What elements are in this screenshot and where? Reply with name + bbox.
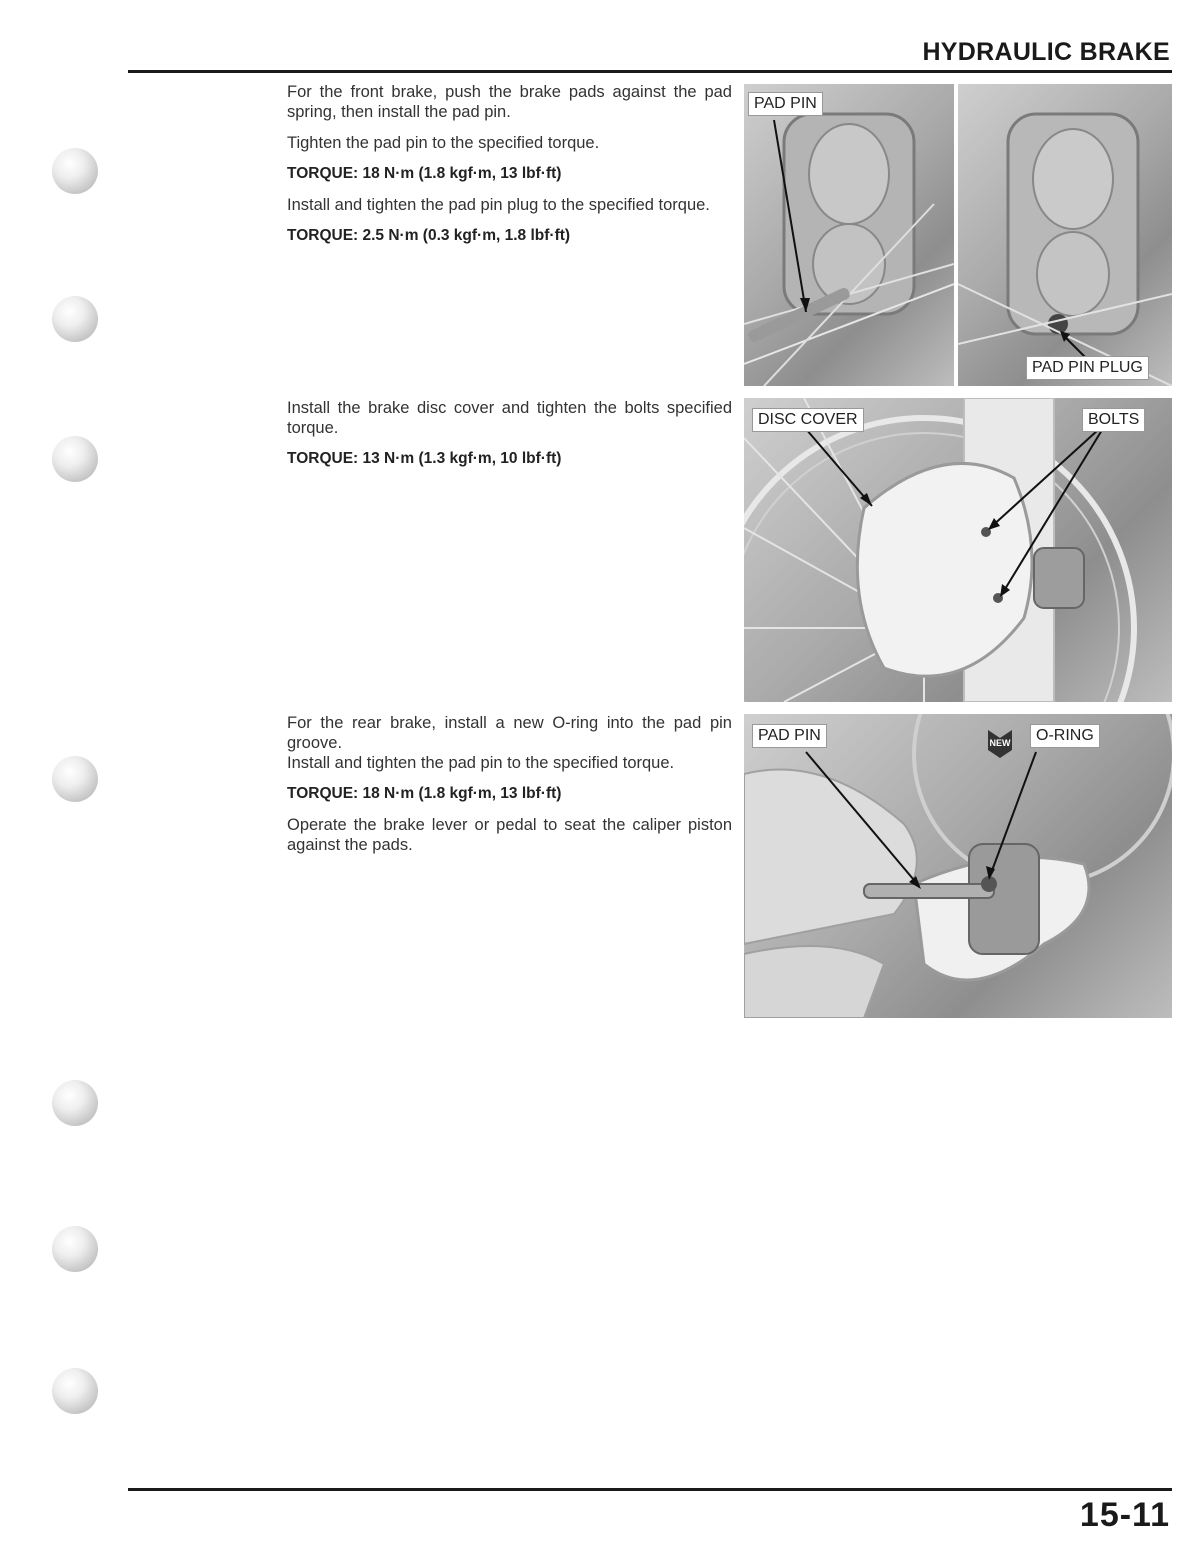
paragraph: Install and tighten the pad pin plug to the specified torque. — [287, 196, 710, 214]
section-disc-cover — [287, 398, 732, 480]
photo-front-caliper-pad-pin-plug — [958, 84, 1172, 386]
label-o-ring: O-RING — [1030, 724, 1100, 748]
torque-spec: TORQUE: 13 N·m (1.3 kgf·m, 10 lbf·ft) — [287, 450, 562, 467]
torque-spec: TORQUE: 18 N·m (1.8 kgf·m, 13 lbf·ft) — [287, 165, 562, 182]
page-number: 15-11 — [1079, 1496, 1170, 1534]
section-rear-brake — [287, 713, 732, 866]
caliper-illustration — [744, 84, 954, 386]
caliper-illustration — [958, 84, 1172, 386]
torque-spec: TORQUE: 18 N·m (1.8 kgf·m, 13 lbf·ft) — [287, 785, 562, 802]
punch-hole — [52, 296, 98, 342]
new-part-badge: NEW — [989, 738, 1011, 748]
paragraph: Install and tighten the pad pin to the specified torque. — [287, 754, 675, 772]
photo-front-caliper-pad-pin — [744, 84, 954, 386]
section-front-brake — [287, 82, 732, 257]
disc-cover-illustration — [744, 398, 1172, 702]
punch-hole — [52, 1368, 98, 1414]
photo-disc-cover — [744, 398, 1172, 702]
punch-hole — [52, 436, 98, 482]
footer-rule — [128, 1488, 1172, 1491]
torque-spec: TORQUE: 2.5 N·m (0.3 kgf·m, 1.8 lbf·ft) — [287, 227, 571, 244]
paragraph: Operate the brake lever or pedal to seat the caliper piston against the pads. — [287, 816, 732, 854]
punch-hole — [52, 1080, 98, 1126]
paragraph: For the front brake, push the brake pads against the pad spring, then install the pad pin. — [287, 83, 732, 121]
label-pad-pin: PAD PIN — [748, 92, 823, 116]
photo-rear-caliper — [744, 714, 1172, 1018]
label-pad-pin: PAD PIN — [752, 724, 827, 748]
paragraph: For the rear brake, install a new O-ring into the pad pin groove. — [287, 714, 732, 752]
punch-hole — [52, 1226, 98, 1272]
paragraph: Tighten the pad pin to the specified torque. — [287, 134, 600, 152]
punch-hole — [52, 148, 98, 194]
label-disc-cover: DISC COVER — [752, 408, 864, 432]
label-pad-pin-plug: PAD PIN PLUG — [1026, 356, 1149, 380]
punch-hole — [52, 756, 98, 802]
header-rule — [128, 70, 1172, 73]
paragraph: Install the brake disc cover and tighten the bolts specified torque. — [287, 399, 732, 437]
rear-caliper-illustration — [744, 714, 1172, 1018]
page-title: HYDRAULIC BRAKE — [922, 38, 1170, 66]
label-bolts: BOLTS — [1082, 408, 1145, 432]
